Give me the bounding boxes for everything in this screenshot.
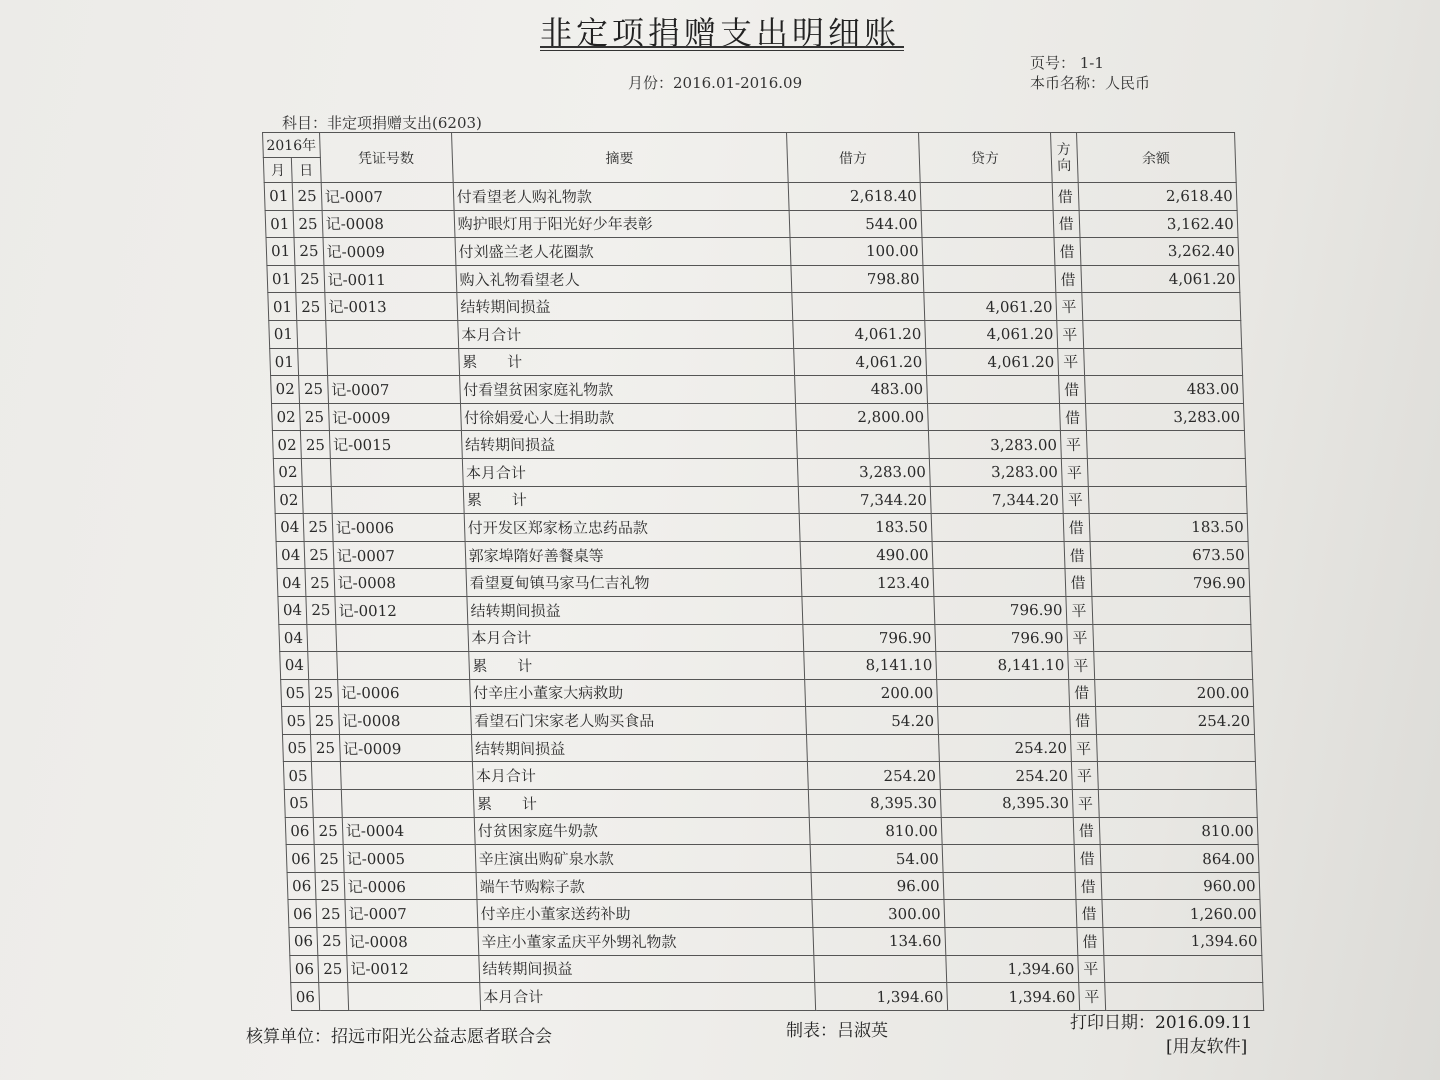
direction-cell: 平 — [1077, 955, 1104, 983]
debit-cell: 54.20 — [805, 707, 938, 735]
day-cell — [313, 790, 342, 818]
direction-cell: 平 — [1067, 652, 1094, 680]
credit-cell: 3,283.00 — [929, 458, 1062, 486]
direction-cell: 借 — [1054, 238, 1081, 266]
summary-cell: 累 计 — [458, 348, 794, 376]
day-cell: 25 — [314, 817, 343, 845]
direction-cell: 借 — [1068, 679, 1095, 707]
balance-cell: 3,262.40 — [1080, 238, 1239, 266]
voucher-cell: 记-0007 — [321, 183, 454, 211]
voucher-cell — [335, 624, 468, 652]
table-row — [267, 265, 1240, 293]
month-cell: 02 — [272, 431, 301, 459]
credit-cell: 4,061.20 — [925, 348, 1058, 376]
month-cell: 06 — [289, 928, 318, 956]
summary-cell: 结转期间损益 — [478, 955, 814, 983]
month-cell: 06 — [286, 845, 315, 873]
debit-cell: 798.80 — [791, 265, 924, 293]
credit-cell: 8,395.30 — [940, 790, 1073, 818]
voucher-cell: 记-0011 — [324, 265, 457, 293]
balance-cell — [1103, 955, 1262, 983]
summary-cell: 本月合计 — [467, 624, 803, 652]
summary-cell: 辛庄小董家孟庆平外甥礼物款 — [478, 928, 814, 956]
credit-cell: 4,061.20 — [923, 293, 1056, 321]
header-row — [263, 133, 1235, 158]
credit-cell: 796.90 — [934, 596, 1067, 624]
voucher-cell — [336, 652, 469, 680]
direction-cell: 借 — [1063, 514, 1090, 542]
debit-cell: 8,141.10 — [803, 652, 936, 680]
voucher-cell — [326, 348, 459, 376]
summary-cell: 辛庄演出购矿泉水款 — [475, 845, 811, 873]
month-cell: 06 — [287, 872, 316, 900]
credit-cell — [944, 900, 1077, 928]
table-row — [290, 955, 1263, 983]
debit-cell: 54.00 — [810, 845, 943, 873]
credit-cell — [922, 238, 1055, 266]
table-row — [269, 320, 1242, 348]
month-cell: 01 — [267, 265, 296, 293]
month-cell: 04 — [277, 569, 306, 597]
month-cell: 06 — [288, 900, 317, 928]
day-cell — [298, 348, 327, 376]
day-cell: 25 — [292, 183, 321, 211]
balance-cell: 183.50 — [1089, 514, 1248, 542]
voucher-cell: 记-0009 — [328, 403, 461, 431]
summary-cell: 付贫困家庭牛奶款 — [474, 817, 810, 845]
summary-cell: 付开发区郑家杨立忠药品款 — [464, 514, 800, 542]
title-underline-thin — [540, 50, 904, 51]
credit-cell — [931, 514, 1064, 542]
month-cell: 01 — [268, 293, 297, 321]
debit-cell: 254.20 — [807, 762, 940, 790]
credit-cell: 7,344.20 — [930, 486, 1063, 514]
voucher-cell: 记-0009 — [339, 734, 472, 762]
direction-cell: 借 — [1052, 183, 1079, 211]
summary-cell: 看望夏甸镇马家马仁吉礼物 — [466, 569, 802, 597]
table-row — [279, 624, 1252, 652]
table-row — [289, 928, 1262, 956]
balance-cell — [1086, 431, 1245, 459]
month-cell: 06 — [290, 955, 319, 983]
credit-cell — [933, 569, 1066, 597]
debit-cell: 4,061.20 — [793, 348, 926, 376]
month-cell: 01 — [269, 320, 298, 348]
direction-cell: 平 — [1071, 762, 1098, 790]
credit-cell — [920, 183, 1053, 211]
software-name: [用友软件] — [1166, 1037, 1248, 1057]
month-cell: 02 — [271, 403, 300, 431]
header-credit: 贷方 — [918, 133, 1052, 183]
summary-cell: 付刘盛兰老人花圈款 — [455, 238, 791, 266]
month-cell: 05 — [281, 679, 310, 707]
balance-cell: 1,394.60 — [1103, 928, 1262, 956]
table-row — [291, 983, 1264, 1011]
day-cell: 25 — [311, 734, 340, 762]
balance-cell: 483.00 — [1084, 376, 1243, 404]
day-cell: 25 — [296, 293, 325, 321]
balance-cell: 864.00 — [1100, 845, 1259, 873]
day-cell: 25 — [295, 265, 324, 293]
table-row — [265, 210, 1238, 238]
ledger-body — [264, 183, 1263, 1011]
table-row — [271, 376, 1244, 404]
header-day: 日 — [292, 158, 321, 183]
currency-name: 本币名称：人民币 — [1030, 74, 1151, 92]
balance-cell — [1092, 624, 1251, 652]
credit-cell: 8,141.10 — [935, 652, 1068, 680]
summary-cell: 付看望老人购礼物款 — [453, 183, 789, 211]
direction-cell: 借 — [1075, 872, 1102, 900]
debit-cell: 134.60 — [813, 928, 946, 956]
balance-cell — [1087, 458, 1246, 486]
header-voucher: 凭证号数 — [319, 133, 453, 183]
debit-cell: 4,061.20 — [792, 320, 925, 348]
credit-cell — [943, 872, 1076, 900]
credit-cell: 4,061.20 — [924, 320, 1057, 348]
voucher-cell: 记-0012 — [346, 955, 479, 983]
credit-cell — [923, 265, 1056, 293]
day-cell: 25 — [309, 679, 338, 707]
direction-cell: 平 — [1056, 320, 1083, 348]
balance-cell: 796.90 — [1091, 569, 1250, 597]
direction-cell: 借 — [1055, 265, 1082, 293]
summary-cell: 结转期间损益 — [456, 293, 792, 321]
credit-cell — [936, 679, 1069, 707]
header-month: 月 — [263, 158, 292, 183]
table-row — [286, 845, 1259, 873]
credit-cell — [921, 210, 1054, 238]
table-row — [283, 762, 1256, 790]
credit-cell: 3,283.00 — [928, 431, 1061, 459]
month-cell: 02 — [274, 486, 303, 514]
day-cell: 25 — [303, 514, 332, 542]
day-cell — [308, 652, 337, 680]
debit-cell: 796.90 — [802, 624, 935, 652]
debit-cell: 7,344.20 — [798, 486, 931, 514]
voucher-cell: 记-0006 — [344, 872, 477, 900]
direction-cell: 平 — [1070, 734, 1097, 762]
debit-cell: 544.00 — [789, 210, 922, 238]
month-cell: 04 — [276, 541, 305, 569]
account-subject: 科目：非定项捐赠支出(6203) — [282, 114, 482, 132]
direction-cell: 借 — [1077, 928, 1104, 956]
month-cell: 01 — [265, 210, 294, 238]
balance-cell: 3,162.40 — [1079, 210, 1238, 238]
summary-cell: 本月合计 — [472, 762, 808, 790]
balance-cell: 2,618.40 — [1078, 183, 1237, 211]
debit-cell: 1,394.60 — [814, 983, 947, 1011]
header-summary: 摘要 — [451, 133, 788, 183]
credit-cell — [926, 376, 1059, 404]
balance-cell — [1088, 486, 1247, 514]
page-number: 页号： 1-1 — [1030, 54, 1104, 72]
balance-cell — [1104, 983, 1263, 1011]
day-cell: 25 — [299, 376, 328, 404]
month-cell: 01 — [264, 183, 293, 211]
debit-cell — [802, 596, 935, 624]
month-cell: 06 — [291, 983, 320, 1011]
summary-cell: 付辛庄小董家送药补助 — [477, 900, 813, 928]
summary-cell: 累 计 — [468, 652, 804, 680]
header-debit: 借方 — [786, 133, 920, 183]
day-cell: 25 — [301, 431, 330, 459]
page-title: 非定项捐赠支出明细账 — [540, 14, 901, 52]
day-cell — [303, 486, 332, 514]
credit-cell: 1,394.60 — [945, 955, 1078, 983]
voucher-cell: 记-0007 — [327, 376, 460, 404]
table-row — [270, 348, 1243, 376]
ledger-table — [262, 132, 1264, 1011]
credit-cell: 254.20 — [939, 762, 1072, 790]
summary-cell: 结转期间损益 — [467, 596, 803, 624]
voucher-cell: 记-0007 — [333, 541, 466, 569]
accounting-unit: 核算单位：招远市阳光公益志愿者联合会 — [246, 1027, 552, 1047]
voucher-cell — [347, 983, 480, 1011]
table-row — [264, 183, 1237, 211]
table-row — [280, 652, 1253, 680]
month-cell: 05 — [284, 790, 313, 818]
prepared-by: 制表：吕淑英 — [786, 1021, 888, 1041]
header-direction: 方向 — [1050, 133, 1078, 183]
table-row — [282, 734, 1255, 762]
period: 月份：2016.01-2016.09 — [628, 74, 803, 92]
summary-cell: 结转期间损益 — [461, 431, 797, 459]
balance-cell: 4,061.20 — [1081, 265, 1240, 293]
summary-cell: 付徐娟爱心人士捐助款 — [460, 403, 796, 431]
balance-cell: 254.20 — [1095, 707, 1254, 735]
direction-cell: 平 — [1072, 790, 1099, 818]
summary-cell: 结转期间损益 — [471, 734, 807, 762]
day-cell — [312, 762, 341, 790]
voucher-cell: 记-0013 — [324, 293, 457, 321]
day-cell — [307, 624, 336, 652]
table-row — [276, 541, 1249, 569]
credit-cell — [937, 707, 1070, 735]
voucher-cell: 记-0006 — [337, 679, 470, 707]
direction-cell: 平 — [1055, 293, 1082, 321]
month-cell: 04 — [275, 514, 304, 542]
day-cell: 25 — [300, 403, 329, 431]
day-cell: 25 — [306, 596, 335, 624]
debit-cell — [791, 293, 924, 321]
day-cell: 25 — [318, 955, 347, 983]
voucher-cell: 记-0008 — [346, 928, 479, 956]
day-cell: 25 — [294, 238, 323, 266]
month-cell: 04 — [279, 624, 308, 652]
direction-cell: 借 — [1074, 845, 1101, 873]
month-cell: 04 — [278, 596, 307, 624]
voucher-cell — [340, 762, 473, 790]
month-cell: 05 — [282, 734, 311, 762]
balance-cell — [1098, 790, 1257, 818]
balance-cell — [1092, 596, 1251, 624]
summary-cell: 累 计 — [463, 486, 799, 514]
voucher-cell: 记-0007 — [345, 900, 478, 928]
month-cell: 01 — [266, 238, 295, 266]
balance-cell — [1082, 320, 1241, 348]
balance-cell: 673.50 — [1090, 541, 1249, 569]
table-row — [273, 458, 1246, 486]
direction-cell: 借 — [1053, 210, 1080, 238]
voucher-cell: 记-0005 — [343, 845, 476, 873]
debit-cell: 490.00 — [800, 541, 933, 569]
table-row — [266, 238, 1239, 266]
direction-cell: 借 — [1069, 707, 1096, 735]
table-row — [277, 569, 1250, 597]
debit-cell: 810.00 — [809, 817, 942, 845]
day-cell: 25 — [314, 845, 343, 873]
voucher-cell: 记-0008 — [338, 707, 471, 735]
balance-cell: 3,283.00 — [1085, 403, 1244, 431]
direction-cell: 平 — [1066, 624, 1093, 652]
table-row — [274, 486, 1247, 514]
direction-cell: 借 — [1073, 817, 1100, 845]
voucher-cell: 记-0012 — [335, 596, 468, 624]
table-row — [284, 790, 1257, 818]
debit-cell — [806, 734, 939, 762]
direction-cell: 平 — [1078, 983, 1105, 1011]
debit-cell: 2,800.00 — [795, 403, 928, 431]
credit-cell — [941, 817, 1074, 845]
summary-cell: 端午节购粽子款 — [476, 872, 812, 900]
table-row — [271, 403, 1244, 431]
table-row — [287, 872, 1260, 900]
day-cell — [302, 458, 331, 486]
balance-cell: 200.00 — [1094, 679, 1253, 707]
debit-cell: 200.00 — [804, 679, 937, 707]
voucher-cell: 记-0008 — [322, 210, 455, 238]
day-cell: 25 — [293, 210, 322, 238]
credit-cell: 254.20 — [938, 734, 1071, 762]
direction-cell: 借 — [1065, 569, 1092, 597]
title-underline — [540, 46, 904, 48]
voucher-cell: 记-0015 — [329, 431, 462, 459]
credit-cell — [942, 845, 1075, 873]
debit-cell: 100.00 — [790, 238, 923, 266]
month-cell: 02 — [271, 376, 300, 404]
direction-cell: 借 — [1076, 900, 1103, 928]
direction-cell: 平 — [1066, 596, 1093, 624]
day-cell: 25 — [305, 569, 334, 597]
balance-cell — [1093, 652, 1252, 680]
voucher-cell: 记-0008 — [334, 569, 467, 597]
summary-cell: 付辛庄小董家大病救助 — [469, 679, 805, 707]
day-cell — [319, 983, 348, 1011]
table-row — [285, 817, 1258, 845]
month-cell: 05 — [282, 707, 311, 735]
voucher-cell — [330, 458, 463, 486]
balance-cell: 1,260.00 — [1102, 900, 1261, 928]
debit-cell: 2,618.40 — [788, 183, 921, 211]
day-cell: 25 — [310, 707, 339, 735]
voucher-cell — [331, 486, 464, 514]
debit-cell: 483.00 — [794, 376, 927, 404]
debit-cell — [796, 431, 929, 459]
voucher-cell: 记-0004 — [342, 817, 475, 845]
direction-cell: 借 — [1059, 403, 1086, 431]
direction-cell: 借 — [1064, 541, 1091, 569]
voucher-cell: 记-0006 — [332, 514, 465, 542]
balance-cell — [1083, 348, 1242, 376]
balance-cell — [1096, 734, 1255, 762]
print-date: 打印日期：2016.09.11 — [1070, 1013, 1253, 1033]
table-row — [268, 293, 1241, 321]
summary-cell: 郭家埠隋好善餐桌等 — [465, 541, 801, 569]
table-row — [288, 900, 1261, 928]
direction-cell: 平 — [1061, 458, 1088, 486]
table-row — [281, 679, 1254, 707]
day-cell: 25 — [316, 900, 345, 928]
table-row — [278, 596, 1251, 624]
summary-cell: 购护眼灯用于阳光好少年表彰 — [454, 210, 790, 238]
day-cell: 25 — [317, 928, 346, 956]
summary-cell: 购入礼物看望老人 — [456, 265, 792, 293]
day-cell — [297, 320, 326, 348]
credit-cell: 796.90 — [934, 624, 1067, 652]
credit-cell — [927, 403, 1060, 431]
direction-cell: 借 — [1058, 376, 1085, 404]
balance-cell — [1097, 762, 1256, 790]
debit-cell: 3,283.00 — [797, 458, 930, 486]
table-row — [275, 514, 1248, 542]
summary-cell: 本月合计 — [457, 320, 793, 348]
direction-cell: 平 — [1060, 431, 1087, 459]
summary-cell: 本月合计 — [462, 458, 798, 486]
summary-cell: 付看望贫困家庭礼物款 — [459, 376, 795, 404]
summary-cell: 本月合计 — [479, 983, 815, 1011]
month-cell: 05 — [283, 762, 312, 790]
header-balance: 余额 — [1076, 133, 1236, 183]
balance-cell: 810.00 — [1099, 817, 1258, 845]
debit-cell: 123.40 — [801, 569, 934, 597]
day-cell: 25 — [315, 872, 344, 900]
month-cell: 01 — [270, 348, 299, 376]
credit-cell — [932, 541, 1065, 569]
direction-cell: 平 — [1057, 348, 1084, 376]
table-row — [272, 431, 1245, 459]
voucher-cell — [341, 790, 474, 818]
month-cell: 02 — [273, 458, 302, 486]
summary-cell: 累 计 — [473, 790, 809, 818]
header-year: 2016年 — [263, 133, 320, 158]
balance-cell: 960.00 — [1101, 872, 1260, 900]
table-row — [282, 707, 1255, 735]
balance-cell — [1081, 293, 1240, 321]
voucher-cell — [325, 320, 458, 348]
credit-cell — [945, 928, 1078, 956]
debit-cell: 8,395.30 — [808, 790, 941, 818]
debit-cell — [813, 955, 946, 983]
month-cell: 04 — [280, 652, 309, 680]
month-cell: 06 — [285, 817, 314, 845]
day-cell: 25 — [304, 541, 333, 569]
debit-cell: 96.00 — [811, 872, 944, 900]
voucher-cell: 记-0009 — [323, 238, 456, 266]
credit-cell: 1,394.60 — [946, 983, 1079, 1011]
summary-cell: 看望石门宋家老人购买食品 — [470, 707, 806, 735]
debit-cell: 183.50 — [799, 514, 932, 542]
direction-cell: 平 — [1062, 486, 1089, 514]
debit-cell: 300.00 — [812, 900, 945, 928]
